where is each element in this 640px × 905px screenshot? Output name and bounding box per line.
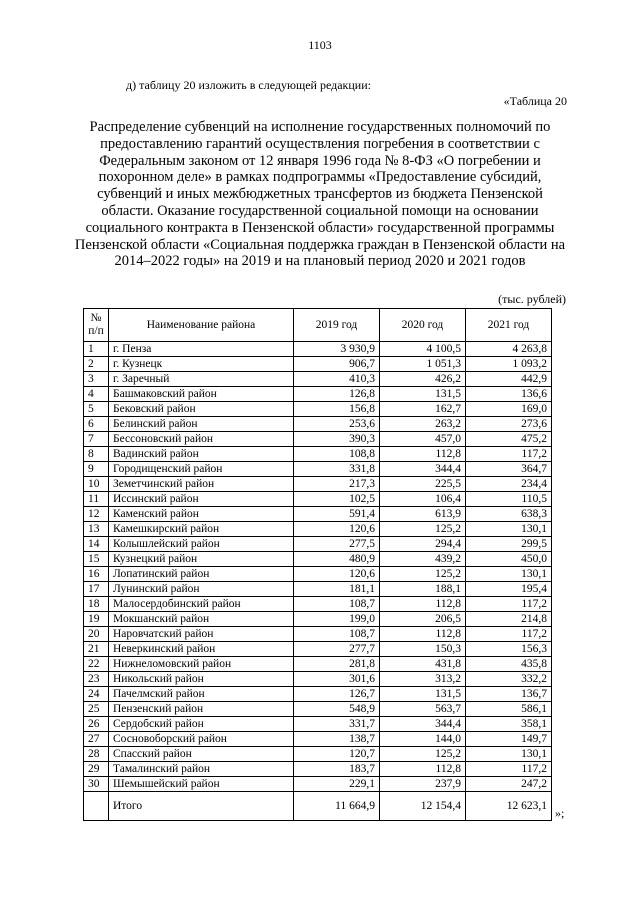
cell-name: г. Кузнецк [109,357,294,372]
cell-num: 18 [84,597,109,612]
cell-y2020: 131,5 [380,687,466,702]
cell-y2021: 110,5 [466,492,552,507]
cell-y2021: 195,4 [466,582,552,597]
cell-y2020: 112,8 [380,447,466,462]
table-row [84,507,552,522]
subvention-table [83,308,552,821]
cell-y2020: 344,4 [380,717,466,732]
cell-num: 29 [84,762,109,777]
cell-y2019: 181,1 [294,582,380,597]
cell-y2021: 156,3 [466,642,552,657]
cell-num: 6 [84,417,109,432]
cell-y2019: 120,7 [294,747,380,762]
cell-y2020: 613,9 [380,507,466,522]
cell-name: Бессоновский район [109,432,294,447]
cell-y2020: 112,8 [380,597,466,612]
cell-name: Неверкинский район [109,642,294,657]
cell-name: Лунинский район [109,582,294,597]
cell-name: Городищенский район [109,462,294,477]
cell-y2019: 138,7 [294,732,380,747]
cell-num: 14 [84,537,109,552]
cell-y2021: 136,6 [466,387,552,402]
table-row [84,582,552,597]
table-row [84,612,552,627]
cell-y2020: 344,4 [380,462,466,477]
cell-num: 26 [84,717,109,732]
cell-y2019: 277,7 [294,642,380,657]
table-row [84,642,552,657]
page-number: 1103 [308,38,332,52]
cell-name: Каменский район [109,507,294,522]
cell-y2020: 563,7 [380,702,466,717]
cell-name: Пензенский район [109,702,294,717]
cell-y2021: 169,0 [466,402,552,417]
table-row [84,492,552,507]
cell-name: Малосердобинский район [109,597,294,612]
cell-y2021: 364,7 [466,462,552,477]
cell-y2021: 130,1 [466,522,552,537]
cell-y2021: 435,8 [466,657,552,672]
table-row [84,597,552,612]
cell-y2021: 117,2 [466,447,552,462]
cell-name: Камешкирский район [109,522,294,537]
cell-num: 9 [84,462,109,477]
document-title: Распределение субвенций на исполнение государственных полномочий по предоставлению гарантий осуществления погребения в соответствии с Федеральным законом от 12 января 1996 года № 8-ФЗ «О погребении и похоронном деле» в рамках подпрограммы «Предоставление субсидий, субвенций и иных межбюджетных трансфертов из бюджета Пензенской области. Оказание государственной социальной помощи на основании социального контракта в Пензенской области» государственной программы Пензенской области «Социальная поддержка граждан в Пензенской области на 2014–2022 годы» на 2019 и на плановый период 2020 и 2021 годов [74,119,566,270]
cell-y2020: 162,7 [380,402,466,417]
table-row [84,417,552,432]
cell-y2021: 117,2 [466,627,552,642]
cell-name: Пачелмский район [109,687,294,702]
cell-name: г. Заречный [109,372,294,387]
cell-y2020: 125,2 [380,522,466,537]
cell-num: 23 [84,672,109,687]
cell-y2021: 4 263,8 [466,342,552,357]
cell-y2021: 1 093,2 [466,357,552,372]
cell-name: Кузнецкий район [109,552,294,567]
cell-y2020: 237,9 [380,777,466,792]
table-row [84,342,552,357]
cell-num: 3 [84,372,109,387]
cell-y2019: 591,4 [294,507,380,522]
cell-y2020: 144,0 [380,732,466,747]
cell-y2021: 149,7 [466,732,552,747]
cell-y2021: 136,7 [466,687,552,702]
table-reference: «Таблица 20 [503,94,567,108]
header-2019: 2019 год [294,309,380,342]
header-2021: 2021 год [466,309,552,342]
cell-name: Вадинский район [109,447,294,462]
cell-num: 30 [84,777,109,792]
cell-num: 15 [84,552,109,567]
cell-num: 11 [84,492,109,507]
cell-y2019: 120,6 [294,522,380,537]
table-row [84,627,552,642]
table-row [84,372,552,387]
table-row [84,717,552,732]
table-row [84,387,552,402]
header-num-line1: № [90,312,102,324]
cell-y2020: 426,2 [380,372,466,387]
cell-num: 25 [84,702,109,717]
cell-num: 16 [84,567,109,582]
cell-y2021: 273,6 [466,417,552,432]
cell-y2020: 4 100,5 [380,342,466,357]
header-name: Наименование района [109,309,294,342]
table-row [84,357,552,372]
cell-name: Никольский район [109,672,294,687]
table-row [84,432,552,447]
cell-y2021: 234,4 [466,477,552,492]
cell-y2021: 358,1 [466,717,552,732]
cell-y2020: 263,2 [380,417,466,432]
cell-name: Сосновоборский район [109,732,294,747]
header-num [84,309,109,342]
intro-text: д) таблицу 20 изложить в следующей редакции: [126,78,371,92]
table-row [84,702,552,717]
cell-name: Лопатинский район [109,567,294,582]
cell-y2021: 117,2 [466,762,552,777]
cell-name: Иссинский район [109,492,294,507]
table-header-row [84,309,552,342]
total-y2021: 12 623,1 [466,792,552,821]
cell-num: 20 [84,627,109,642]
cell-y2019: 277,5 [294,537,380,552]
cell-num: 21 [84,642,109,657]
cell-y2021: 130,1 [466,747,552,762]
cell-y2019: 410,3 [294,372,380,387]
cell-num: 4 [84,387,109,402]
cell-y2021: 586,1 [466,702,552,717]
cell-name: Колышлейский район [109,537,294,552]
cell-y2019: 120,6 [294,567,380,582]
cell-num: 13 [84,522,109,537]
cell-y2020: 150,3 [380,642,466,657]
cell-y2020: 112,8 [380,762,466,777]
table-row [84,447,552,462]
total-num [84,792,109,821]
table-row [84,402,552,417]
cell-name: Нижнеломовский район [109,657,294,672]
cell-name: Земетчинский район [109,477,294,492]
cell-y2020: 457,0 [380,432,466,447]
table-row [84,747,552,762]
cell-y2019: 331,8 [294,462,380,477]
cell-num: 7 [84,432,109,447]
cell-y2019: 126,7 [294,687,380,702]
cell-num: 19 [84,612,109,627]
cell-y2021: 638,3 [466,507,552,522]
table-row [84,537,552,552]
cell-name: Бековский район [109,402,294,417]
cell-name: Белинский район [109,417,294,432]
cell-y2020: 188,1 [380,582,466,597]
cell-y2020: 131,5 [380,387,466,402]
cell-y2020: 112,8 [380,627,466,642]
table-row [84,687,552,702]
table-row [84,552,552,567]
header-num-line2: п/п [88,325,104,337]
cell-y2020: 206,5 [380,612,466,627]
cell-y2020: 1 051,3 [380,357,466,372]
cell-name: Тамалинский район [109,762,294,777]
total-row [84,792,552,821]
total-y2019: 11 664,9 [294,792,380,821]
table-row [84,732,552,747]
cell-y2019: 102,5 [294,492,380,507]
total-y2020: 12 154,4 [380,792,466,821]
table-body [84,342,552,821]
cell-y2021: 332,2 [466,672,552,687]
cell-y2019: 199,0 [294,612,380,627]
cell-name: Башмаковский район [109,387,294,402]
cell-y2019: 108,7 [294,597,380,612]
cell-y2019: 126,8 [294,387,380,402]
cell-y2019: 3 930,9 [294,342,380,357]
cell-y2019: 217,3 [294,477,380,492]
table-row [84,522,552,537]
cell-y2019: 156,8 [294,402,380,417]
cell-y2021: 130,1 [466,567,552,582]
cell-y2019: 331,7 [294,717,380,732]
cell-num: 12 [84,507,109,522]
cell-y2019: 108,8 [294,447,380,462]
cell-y2020: 225,5 [380,477,466,492]
table-row [84,657,552,672]
cell-num: 1 [84,342,109,357]
cell-y2021: 117,2 [466,597,552,612]
cell-y2021: 214,8 [466,612,552,627]
cell-name: Сердобский район [109,717,294,732]
cell-y2020: 294,4 [380,537,466,552]
total-name: Итого [109,792,294,821]
cell-y2019: 906,7 [294,357,380,372]
cell-y2019: 253,6 [294,417,380,432]
cell-y2021: 450,0 [466,552,552,567]
cell-num: 10 [84,477,109,492]
closing-quote: »; [555,806,565,820]
cell-y2021: 247,2 [466,777,552,792]
cell-y2020: 439,2 [380,552,466,567]
cell-y2020: 125,2 [380,747,466,762]
cell-y2020: 431,8 [380,657,466,672]
header-2020: 2020 год [380,309,466,342]
cell-y2020: 106,4 [380,492,466,507]
cell-name: Мокшанский район [109,612,294,627]
cell-y2019: 548,9 [294,702,380,717]
cell-num: 17 [84,582,109,597]
cell-name: Наровчатский район [109,627,294,642]
units-label: (тыс. рублей) [498,292,566,306]
cell-y2019: 480,9 [294,552,380,567]
cell-y2019: 229,1 [294,777,380,792]
cell-y2019: 108,7 [294,627,380,642]
table-row [84,567,552,582]
cell-num: 2 [84,357,109,372]
cell-y2019: 301,6 [294,672,380,687]
cell-y2020: 313,2 [380,672,466,687]
cell-num: 27 [84,732,109,747]
cell-num: 28 [84,747,109,762]
cell-num: 8 [84,447,109,462]
cell-name: Шемышейский район [109,777,294,792]
table-row [84,672,552,687]
cell-y2021: 442,9 [466,372,552,387]
table-row [84,777,552,792]
cell-name: Спасский район [109,747,294,762]
table-row [84,477,552,492]
cell-num: 5 [84,402,109,417]
cell-y2019: 390,3 [294,432,380,447]
table-row [84,462,552,477]
cell-num: 22 [84,657,109,672]
cell-y2019: 183,7 [294,762,380,777]
table-row [84,762,552,777]
cell-y2019: 281,8 [294,657,380,672]
cell-y2020: 125,2 [380,567,466,582]
cell-num: 24 [84,687,109,702]
cell-y2021: 299,5 [466,537,552,552]
cell-name: г. Пенза [109,342,294,357]
cell-y2021: 475,2 [466,432,552,447]
